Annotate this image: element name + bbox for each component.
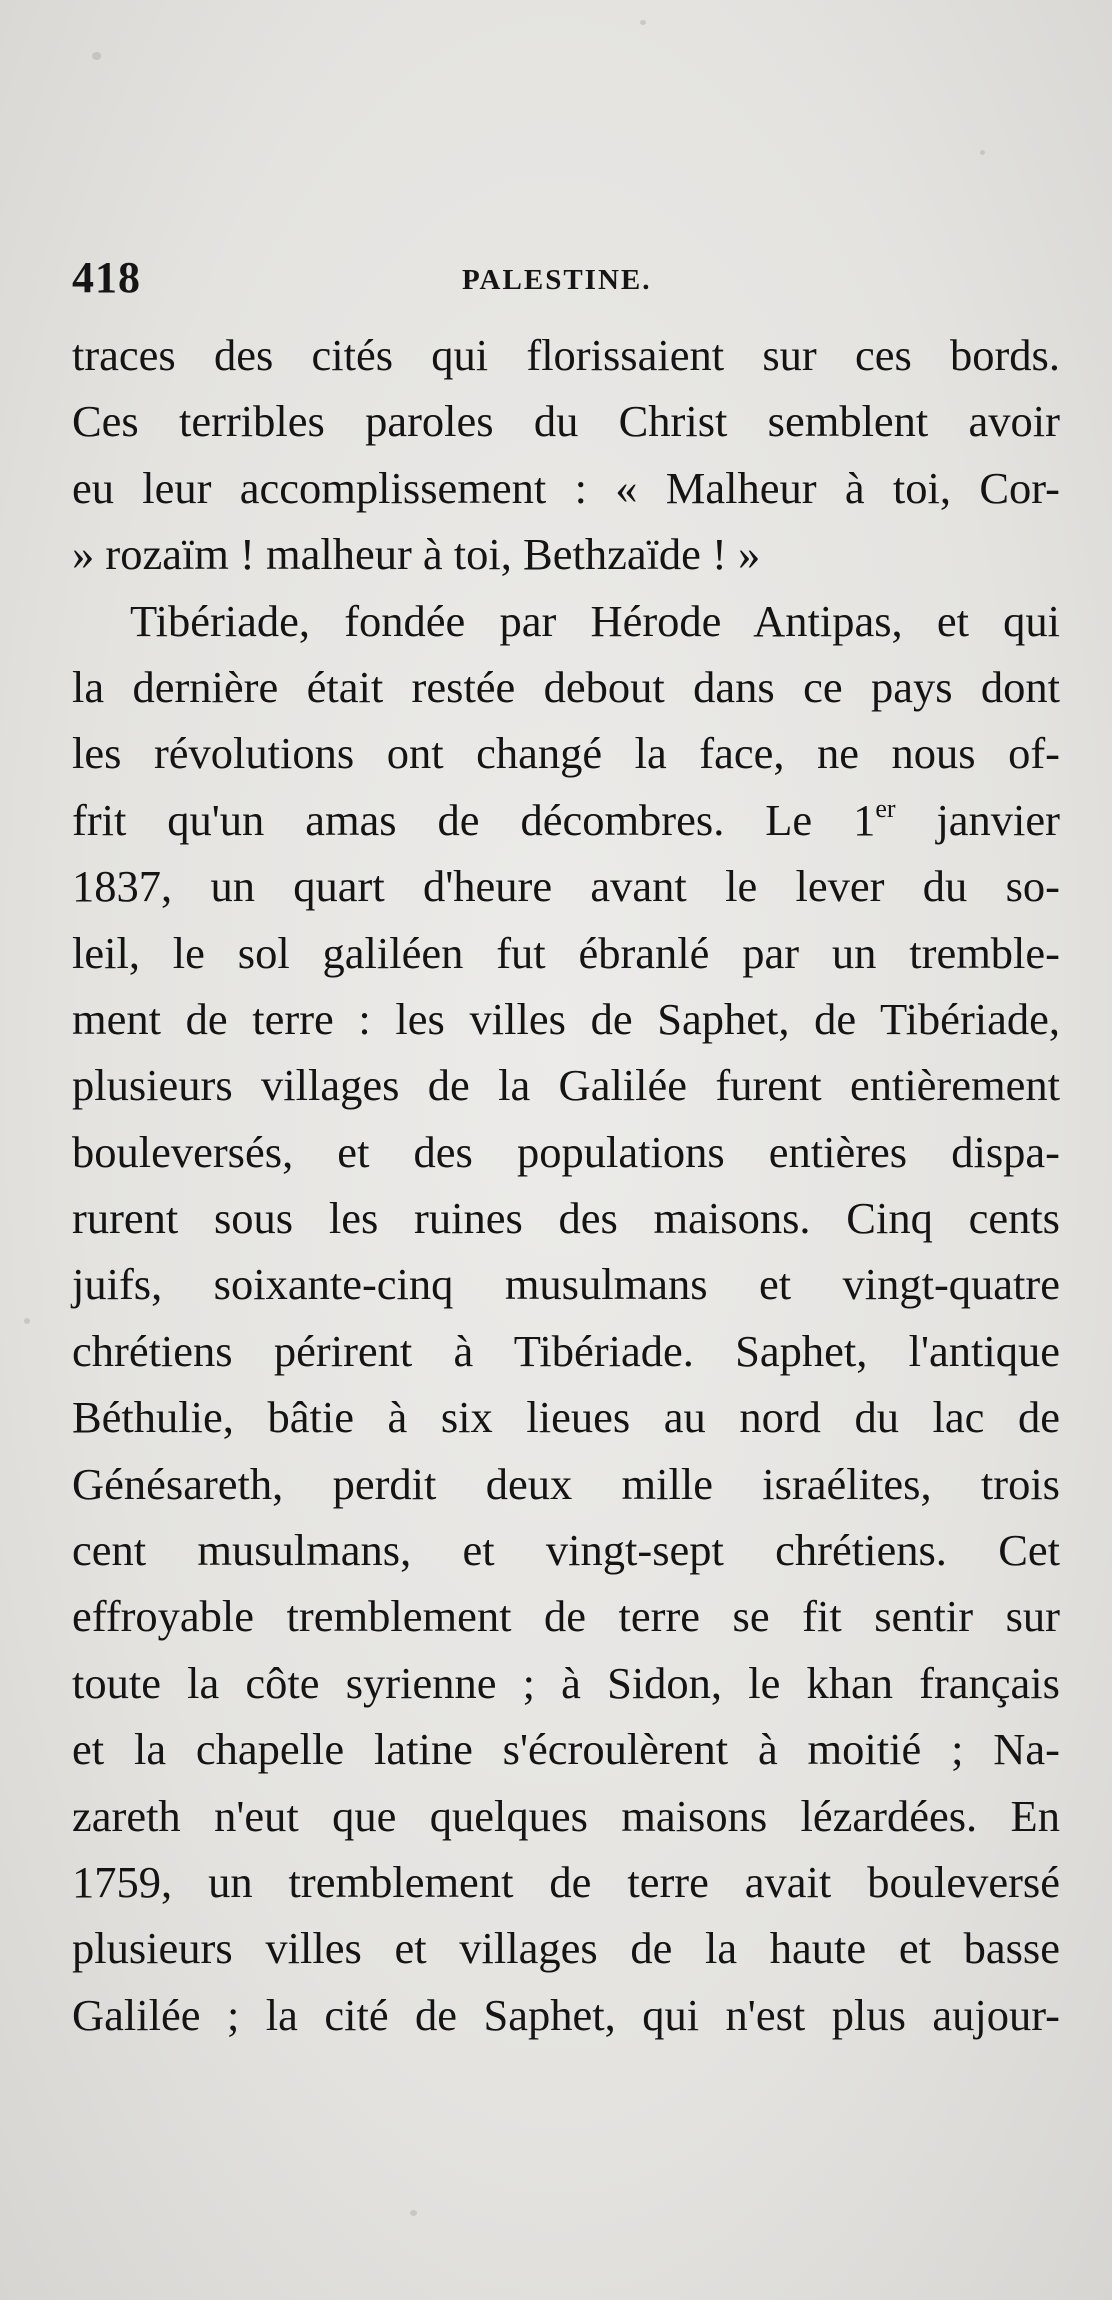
text-line: et la chapelle latine s'écroulèrent à moitié ; Na-: [72, 1724, 1060, 1775]
text-line: plusieurs villes et villages de la haute et basse: [72, 1923, 1060, 1974]
text-line: zareth n'eut que quelques maisons lézardées. En: [72, 1790, 1060, 1841]
text-line: bouleversés, et des populations entières dispa-: [72, 1126, 1060, 1177]
text-line: 1759, un tremblement de terre avait bouleversé: [72, 1856, 1060, 1907]
text-line: Génésareth, perdit deux mille israélites, trois: [72, 1458, 1060, 1509]
text-line: plusieurs villages de la Galilée furent entièrement: [72, 1060, 1060, 1111]
text-line: les révolutions ont changé la face, ne nous of-: [72, 728, 1060, 779]
text-line: eu leur accomplissement : « Malheur à toi, Cor-: [72, 462, 1060, 513]
text-line: 1837, un quart d'heure avant le lever du so-: [72, 861, 1060, 912]
text-line: » rozaïm ! malheur à toi, Bethzaïde ! »: [72, 529, 761, 580]
paper-speck: [640, 20, 646, 25]
paper-speck: [24, 1318, 30, 1324]
text-line: [72, 787, 1060, 853]
text-segment: janvier: [895, 794, 1060, 845]
paper-speck: [980, 150, 985, 155]
running-head: [72, 252, 1060, 312]
text-line: Ces terribles paroles du Christ semblent avoir: [72, 396, 1060, 447]
text-segment: frit qu'un amas de décombres. Le 1: [72, 794, 876, 845]
text-line: Galilée ; la cité de Saphet, qui n'est plus aujour-: [72, 1989, 1060, 2040]
text-line: rurent sous les ruines des maisons. Cinq cents: [72, 1193, 1060, 1244]
page-number: 418: [72, 253, 141, 302]
ordinal-superscript: er: [875, 793, 896, 823]
text-line: Tibériade, fondée par Hérode Antipas, et qui: [130, 595, 1060, 646]
text-line: la dernière était restée debout dans ce pays dont: [72, 661, 1060, 712]
paper-speck: [410, 2210, 417, 2216]
text-line: ment de terre : les villes de Saphet, de Tibériade,: [72, 993, 1060, 1044]
text-line: leil, le sol galiléen fut ébranlé par un tremble-: [72, 927, 1060, 978]
text-line: cent musulmans, et vingt-sept chrétiens. Cet: [72, 1525, 1060, 1576]
text-line: effroyable tremblement de terre se fit sentir sur: [72, 1591, 1060, 1642]
text-line: juifs, soixante-cinq musulmans et vingt-quatre: [72, 1259, 1060, 1310]
paper-speck: [92, 52, 101, 60]
text-line: chrétiens périrent à Tibériade. Saphet, l'antique: [72, 1325, 1060, 1376]
text-line: toute la côte syrienne ; à Sidon, le khan français: [72, 1657, 1060, 1708]
body-text: [72, 322, 1060, 2048]
text-line: Béthulie, bâtie à six lieues au nord du lac de: [72, 1392, 1060, 1443]
text-line: traces des cités qui florissaient sur ces bords.: [72, 330, 1060, 380]
page-title: PALESTINE.: [462, 264, 652, 296]
